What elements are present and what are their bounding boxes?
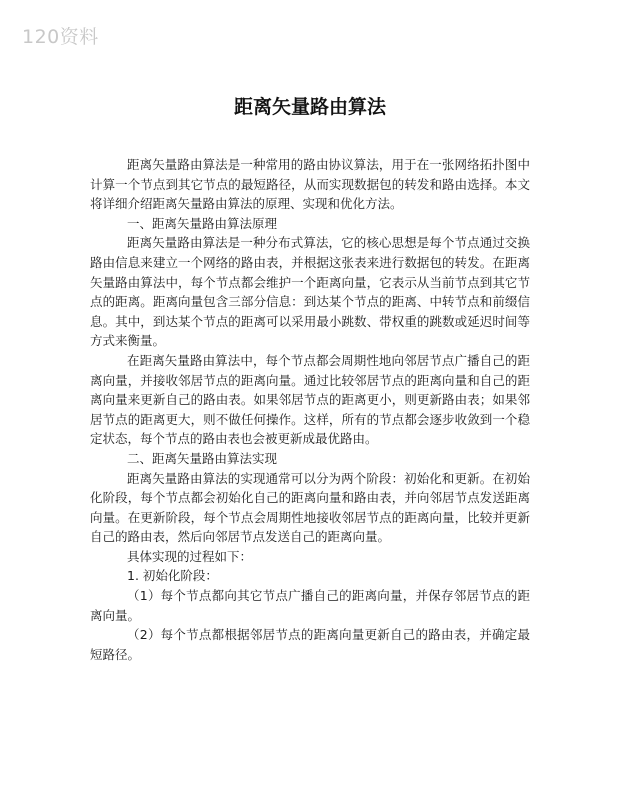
principle-paragraph-1: 距离矢量路由算法是一种分布式算法，它的核心思想是每个节点通过交换路由信息来建立一个网络的路由表，并根据这张表来进行数据包的转发。在距离矢量路由算法中，每个节点都会维护一个距离向量，它表示从当前节点到其它节点的距离。距离向量包含三部分信息：到达某个节点的距离、中转节点和前缀信息。其中，到达某个节点的距离可以采用最小跳数、带权重的跳数或延迟时间等方式来衡量。: [90, 235, 530, 349]
implementation-paragraph: 距离矢量路由算法的实现通常可以分为两个阶段：初始化和更新。在初始化阶段，每个节点都会初始化自己的距离向量和路由表，并向邻居节点发送距离向量。在更新阶段，每个节点会周期性地接收邻居节点的距离向量，比较并更新自己的路由表，然后向邻居节点发送自己的距离向量。: [90, 470, 530, 545]
process-intro: 具体实现的过程如下：: [127, 548, 253, 564]
document-page: [90, 92, 530, 664]
watermark: 120资料: [22, 26, 99, 48]
document-title: 距离矢量路由算法: [233, 96, 386, 118]
section-heading-principle: 一、距离矢量路由算法原理: [127, 215, 278, 231]
step-item-1: （1）每个节点都向其它节点广播自己的距离向量，并保存邻居节点的距离向量。: [90, 588, 530, 623]
intro-paragraph: 距离矢量路由算法是一种常用的路由协议算法，用于在一张网络拓扑图中计算一个节点到其它节点的最短路径，从而实现数据包的转发和路由选择。本文将详细介绍距离矢量路由算法的原理、实现和优化方法。: [90, 157, 530, 212]
step-heading-init: 1. 初始化阶段：: [127, 568, 218, 584]
principle-paragraph-2: 在距离矢量路由算法中，每个节点都会周期性地向邻居节点广播自己的距离向量，并接收邻居节点的距离向量。通过比较邻居节点的距离向量和自己的距离向量来更新自己的路由表。如果邻居节点的距离更小，则更新路由表；如果邻居节点的距离更大，则不做任何操作。这样，所有的节点都会逐步收敛到一个稳定状态，每个节点的路由表也会被更新成最优路由。: [90, 352, 530, 447]
section-heading-implementation: 二、距离矢量路由算法实现: [127, 450, 278, 466]
step-item-2: （2）每个节点都根据邻居节点的距离向量更新自己的路由表，并确定最短路径。: [90, 627, 530, 662]
